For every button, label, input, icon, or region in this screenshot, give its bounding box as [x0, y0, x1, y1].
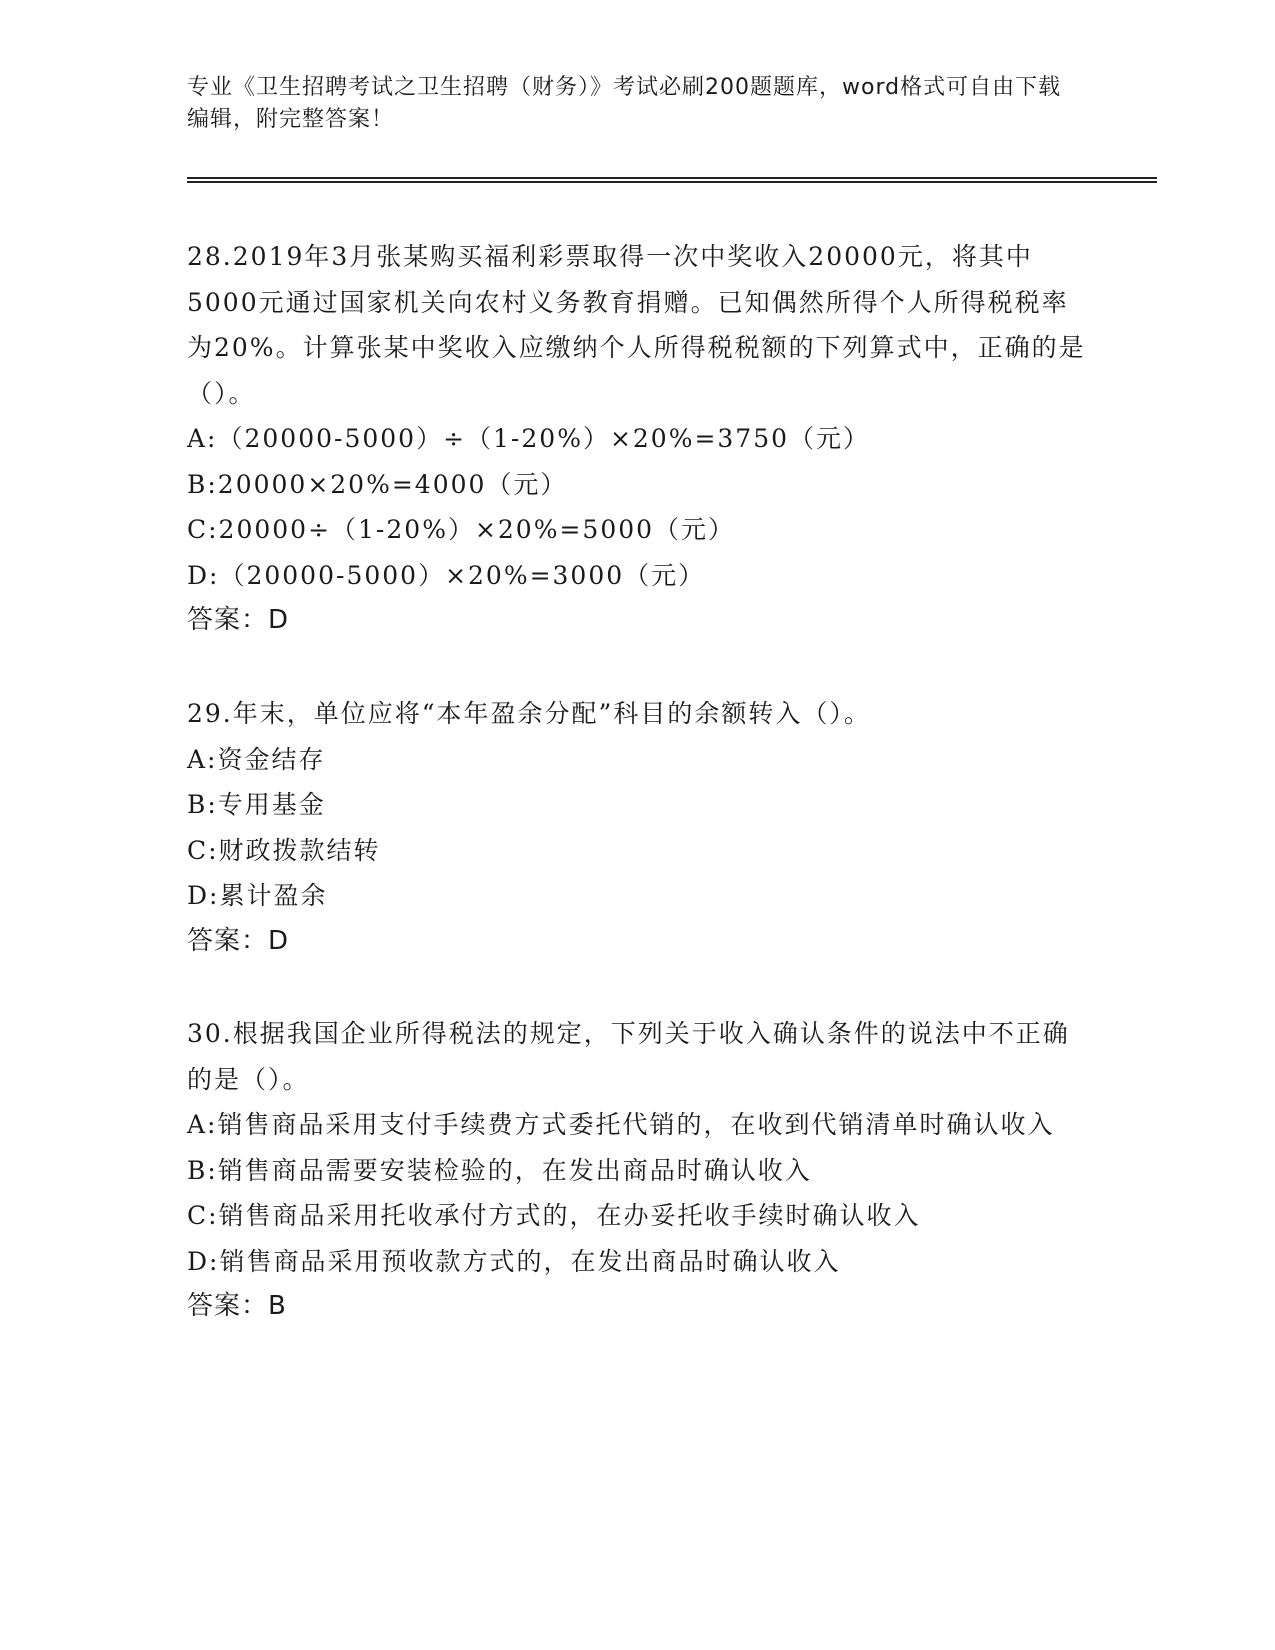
option-a: A:销售商品采用支付手续费方式委托代销的，在收到代销清单时确认收入	[187, 1110, 1055, 1139]
header-divider	[187, 177, 1157, 183]
option-d: D:（20000-5000）×20%=3000（元）	[187, 560, 706, 590]
option-c: C:销售商品采用托收承付方式的，在办妥托收手续时确认收入	[187, 1201, 921, 1230]
option-b: B:销售商品需要安装检验的，在发出商品时确认收入	[187, 1155, 812, 1185]
option-c: C:财政拨款结转	[187, 835, 381, 865]
answer: 答案：D	[187, 605, 290, 635]
document-header	[187, 72, 1067, 136]
question-30	[187, 1011, 1087, 1330]
header-text: 专业《卫生招聘考试之卫生招聘（财务）》考试必刷200题题库，word格式可自由下载编辑，附完整答案！	[187, 75, 1062, 132]
option-a: A:（20000-5000）÷（1-20%）×20%=3750（元）	[187, 424, 871, 453]
option-d: D:销售商品采用预收款方式的，在发出商品时确认收入	[187, 1246, 841, 1276]
option-b: B:专用基金	[187, 790, 326, 819]
option-c: C:20000÷（1-20%）×20%=5000（元）	[187, 515, 736, 544]
question-stem: 28.2019年3月张某购买福利彩票取得一次中奖收入20000元，将其中5000元通过国家机关向农村义务教育捐赠。已知偶然所得个人所得税税率为20%。计算张某中奖收入应缴纳个人所得税税额的下列算式中，正确的是（）。	[187, 242, 1086, 408]
answer: 答案：D	[187, 925, 290, 956]
option-b: B:20000×20%=4000（元）	[187, 469, 568, 499]
question-stem: 30.根据我国企业所得税法的规定，下列关于收入确认条件的说法中不正确的是（）。	[187, 1019, 1070, 1094]
question-29	[187, 691, 1087, 964]
answer: 答案：B	[187, 1291, 287, 1321]
option-a: A:资金结存	[187, 744, 326, 774]
question-28	[187, 234, 1087, 644]
question-stem: 29.年末，单位应将“本年盈余分配”科目的余额转入（）。	[187, 699, 871, 728]
option-d: D:累计盈余	[187, 881, 328, 910]
